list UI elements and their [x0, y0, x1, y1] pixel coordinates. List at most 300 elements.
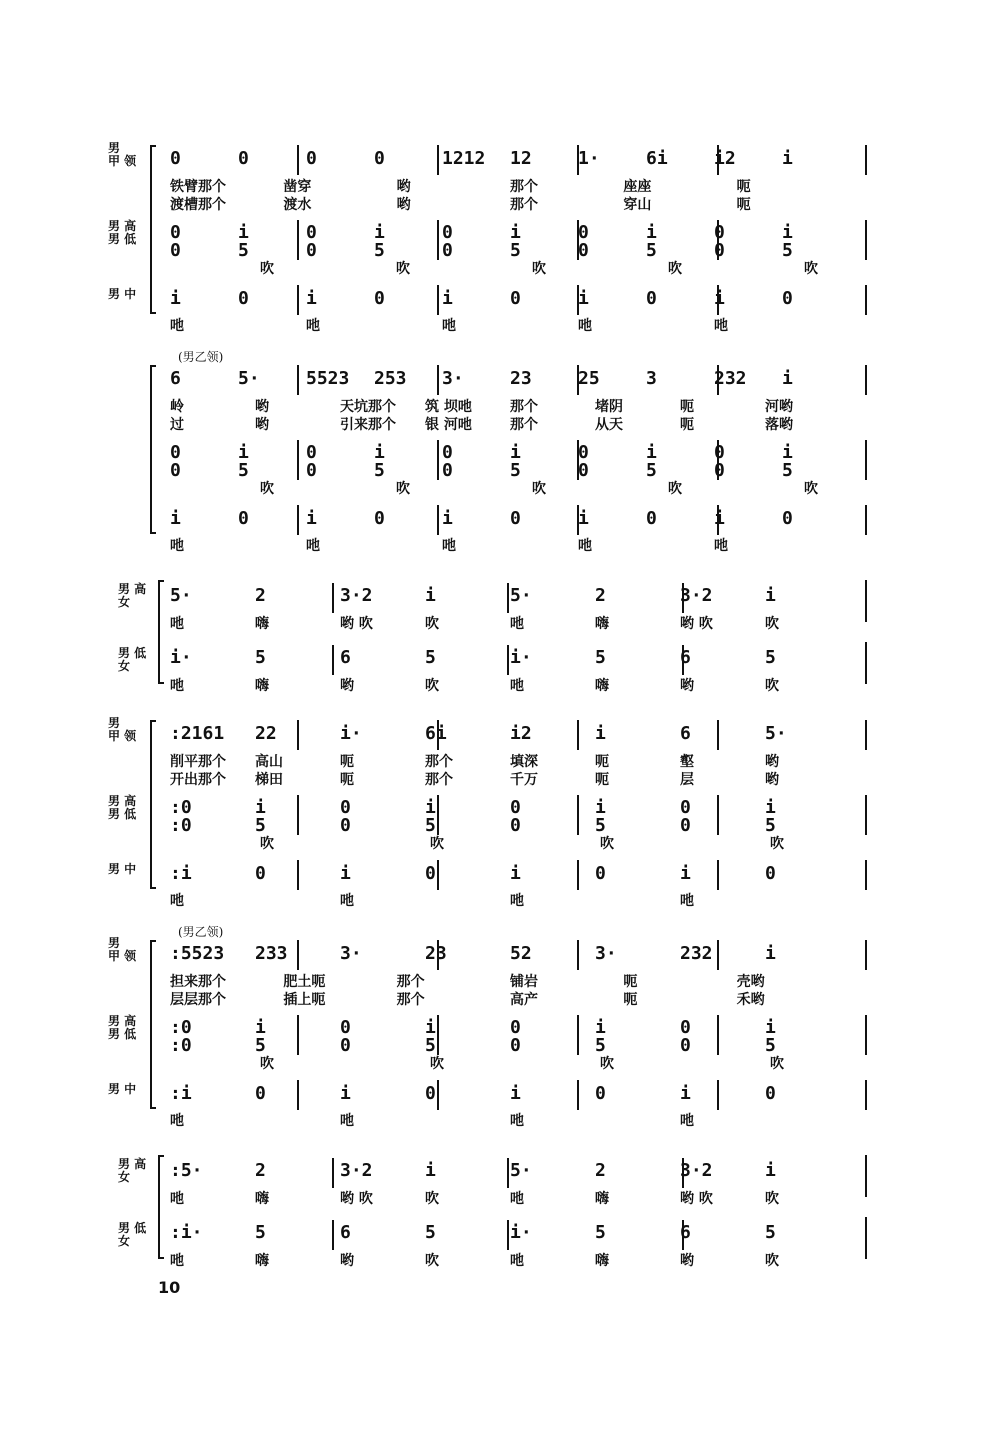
- note: 0: [578, 240, 589, 261]
- lyric: 哟: [255, 417, 269, 433]
- note: i: [595, 723, 606, 744]
- part-label-middle: 男 中: [108, 1082, 137, 1096]
- lyric: 吹: [668, 261, 682, 277]
- note: i: [510, 442, 521, 463]
- note: 5: [595, 647, 606, 668]
- lead-marker: (男乙领): [178, 350, 224, 364]
- note: 0: [510, 815, 521, 836]
- lyric: 筑 坝吔: [425, 399, 472, 415]
- note: i: [782, 442, 793, 463]
- barline: [577, 285, 579, 315]
- lyric: 呃: [736, 179, 751, 195]
- note: i: [782, 222, 793, 243]
- note: i: [425, 1160, 436, 1181]
- lyric: 那个: [510, 179, 538, 195]
- note: i: [765, 797, 776, 818]
- note: 0: [306, 148, 317, 169]
- staff-bracket: [150, 365, 156, 534]
- note: i: [765, 585, 776, 606]
- note: i: [255, 1017, 266, 1038]
- note: i: [306, 508, 317, 529]
- lyric: 吔: [680, 1113, 694, 1129]
- barline: [577, 795, 579, 835]
- lyric: 吔: [510, 1191, 524, 1207]
- right-barline: [865, 1155, 867, 1197]
- lyric: 吔: [578, 538, 592, 554]
- note: 5: [374, 240, 385, 261]
- note: 3·2: [680, 1160, 713, 1181]
- barline: [717, 440, 719, 480]
- lyric: 哟: [396, 179, 411, 195]
- barline: [437, 720, 439, 750]
- part-label-upper: 男 高 男 低: [108, 219, 137, 247]
- lyric: 渡槽那个: [170, 197, 226, 213]
- note: i: [765, 1160, 776, 1181]
- note: 5: [425, 647, 436, 668]
- note: 0: [238, 508, 249, 529]
- barline: [297, 505, 299, 535]
- barline: [437, 285, 439, 315]
- lyric: 吔: [510, 1113, 524, 1129]
- lyric: 吔: [170, 1113, 184, 1129]
- barline: [297, 940, 299, 970]
- note: 5·: [510, 1160, 532, 1181]
- note: i2: [714, 148, 736, 169]
- note: 0: [170, 148, 181, 169]
- note: 5: [425, 1035, 436, 1056]
- lyric: 哟: [765, 772, 779, 788]
- note: 0: [595, 863, 606, 884]
- note: 0: [578, 442, 589, 463]
- note: i: [425, 1017, 436, 1038]
- note: 0: [714, 460, 725, 481]
- lyric: 呃: [595, 772, 609, 788]
- note: i: [714, 508, 725, 529]
- right-barline: [865, 145, 867, 175]
- lyric: 哟: [765, 754, 779, 770]
- lyric: 吹: [765, 678, 779, 694]
- note: 3·2: [680, 585, 713, 606]
- right-barline: [865, 795, 867, 835]
- lyric: 层: [680, 772, 694, 788]
- lyric: 呃: [623, 992, 638, 1008]
- lyric: 吹: [532, 261, 546, 277]
- lyric: 岭: [170, 399, 184, 415]
- lyric: 吔: [170, 1191, 184, 1207]
- note: 3·2: [340, 585, 373, 606]
- lyric: 呃: [595, 754, 609, 770]
- right-barline: [865, 440, 867, 480]
- lyric: 千万: [510, 772, 538, 788]
- lyric: 禾哟: [736, 992, 765, 1008]
- lyric: 层层那个: [170, 992, 226, 1008]
- note: 1·: [578, 148, 600, 169]
- note: 0: [578, 460, 589, 481]
- note: 5: [238, 240, 249, 261]
- lyric: 那个: [510, 417, 538, 433]
- barline: [332, 1158, 334, 1188]
- lyric: 吹: [765, 616, 779, 632]
- right-barline: [865, 1015, 867, 1055]
- right-barline: [865, 860, 867, 890]
- note: 5: [255, 1222, 266, 1243]
- lyric: 呃: [736, 197, 751, 213]
- barline: [437, 795, 439, 835]
- note: 6: [340, 1222, 351, 1243]
- note: i: [510, 222, 521, 243]
- barline: [437, 505, 439, 535]
- note: :0: [170, 1017, 192, 1038]
- note: 5: [765, 647, 776, 668]
- barline: [297, 860, 299, 890]
- lyric: 梯田: [255, 772, 283, 788]
- lyric: 吔: [170, 538, 184, 554]
- lyric: 吔: [714, 538, 728, 554]
- note: 0: [680, 1035, 691, 1056]
- note: 0: [170, 222, 181, 243]
- note: 6: [340, 647, 351, 668]
- note: i: [578, 508, 589, 529]
- note: 0: [255, 1083, 266, 1104]
- note: i: [425, 797, 436, 818]
- lyric: 吹: [260, 481, 274, 497]
- lyric: 银 河吔: [425, 417, 472, 433]
- note: 5: [646, 240, 657, 261]
- barline: [717, 940, 719, 970]
- note: 0: [170, 240, 181, 261]
- lyric: 吔: [340, 1113, 354, 1129]
- lyric: 吹: [260, 261, 274, 277]
- barline: [717, 505, 719, 535]
- note: 5: [255, 647, 266, 668]
- right-barline: [865, 580, 867, 622]
- note: 0: [425, 863, 436, 884]
- barline: [437, 860, 439, 890]
- note: 0: [680, 797, 691, 818]
- part-label-upper: 男 高 男 低: [108, 794, 137, 822]
- lyric: 吔: [340, 893, 354, 909]
- note: i: [578, 288, 589, 309]
- note: 0: [170, 460, 181, 481]
- note: 0: [782, 288, 793, 309]
- note: 6: [680, 1222, 691, 1243]
- lyric: 座座: [623, 179, 652, 195]
- note: i: [680, 1083, 691, 1104]
- note: i: [340, 1083, 351, 1104]
- note: i: [510, 1083, 521, 1104]
- note: :5523: [170, 943, 225, 964]
- part-label-middle: 男 中: [108, 287, 137, 301]
- barline: [717, 285, 719, 315]
- barline: [507, 645, 509, 675]
- note: 0: [442, 222, 453, 243]
- barline: [332, 645, 334, 675]
- lyric: 削平那个: [170, 754, 226, 770]
- right-barline: [865, 1080, 867, 1110]
- note: :0: [170, 815, 192, 836]
- lyric: 吔: [680, 893, 694, 909]
- note: 5: [765, 815, 776, 836]
- note: 5: [510, 240, 521, 261]
- barline: [682, 1220, 684, 1250]
- note: 23: [510, 368, 532, 389]
- barline: [297, 145, 299, 175]
- lyric: 吹: [425, 678, 439, 694]
- note: 6: [680, 647, 691, 668]
- note: 0: [510, 508, 521, 529]
- lyric: 呃: [340, 772, 354, 788]
- note: 0: [374, 508, 385, 529]
- note: i: [714, 288, 725, 309]
- note: 5: [782, 460, 793, 481]
- lyric: 呃: [623, 974, 638, 990]
- note: 52: [510, 943, 532, 964]
- barline: [297, 1080, 299, 1110]
- barline: [577, 505, 579, 535]
- note: 0: [238, 148, 249, 169]
- barline: [297, 440, 299, 480]
- note: 0: [510, 1017, 521, 1038]
- lyric: 吹: [765, 1191, 779, 1207]
- note: 3·: [340, 943, 362, 964]
- lyric: 高山: [255, 754, 283, 770]
- lyric: 哟 吹: [680, 616, 713, 632]
- barline: [297, 1015, 299, 1055]
- lyric: 吹: [425, 616, 439, 632]
- lyric: 吔: [170, 1253, 184, 1269]
- barline: [717, 860, 719, 890]
- lyric: 吹: [425, 1253, 439, 1269]
- barline: [437, 440, 439, 480]
- note: 232: [714, 368, 747, 389]
- barline: [682, 583, 684, 613]
- note: :0: [170, 1035, 192, 1056]
- lyric: 吹: [668, 481, 682, 497]
- lyric: 吹: [804, 261, 818, 277]
- note: 0: [510, 797, 521, 818]
- lyric: 壑: [680, 754, 694, 770]
- right-barline: [865, 285, 867, 315]
- lyric: 吔: [442, 318, 456, 334]
- note: 0: [765, 863, 776, 884]
- lyric: 铁臂那个: [170, 179, 226, 195]
- lyric: 天坑那个: [340, 399, 396, 415]
- barline: [577, 940, 579, 970]
- note: i: [374, 222, 385, 243]
- lyric: 肥土呃: [283, 974, 326, 990]
- lead-marker: (男乙领): [178, 925, 224, 939]
- note: i: [238, 222, 249, 243]
- lyric: 凿穿: [283, 179, 312, 195]
- lyric: 高产: [510, 992, 538, 1008]
- note: 3·: [442, 368, 464, 389]
- barline: [437, 145, 439, 175]
- note: 3·2: [340, 1160, 373, 1181]
- barline: [577, 720, 579, 750]
- note: 0: [340, 1017, 351, 1038]
- note: 6: [680, 723, 691, 744]
- note: i: [374, 442, 385, 463]
- lyric: 吹: [260, 836, 274, 852]
- note: :i: [170, 1083, 192, 1104]
- lyric: 嗨: [595, 616, 609, 632]
- lyric: 嗨: [255, 678, 269, 694]
- note: 5: [510, 460, 521, 481]
- barline: [437, 1080, 439, 1110]
- lyric: 插上呃: [283, 992, 326, 1008]
- lyric: 吔: [510, 678, 524, 694]
- note: i: [765, 943, 776, 964]
- note: 0: [306, 222, 317, 243]
- barline: [717, 795, 719, 835]
- lyric: 吔: [442, 538, 456, 554]
- note: 5: [595, 1222, 606, 1243]
- barline: [717, 145, 719, 175]
- part-label-low: 男 低 女: [118, 646, 147, 674]
- note: 5: [255, 815, 266, 836]
- note: 0: [238, 288, 249, 309]
- part-label-high: 男 高 女: [118, 582, 147, 610]
- part-label-high: 男 高 女: [118, 1157, 147, 1185]
- barline: [437, 940, 439, 970]
- lyric: 吹: [430, 1056, 444, 1072]
- lyric: 落哟: [765, 417, 793, 433]
- note: 6i: [646, 148, 668, 169]
- part-label-lead: 男 甲 领: [108, 716, 137, 744]
- note: 0: [306, 442, 317, 463]
- note: 5: [425, 1222, 436, 1243]
- note: 253: [374, 368, 407, 389]
- lyric: 哟 吹: [680, 1191, 713, 1207]
- barline: [717, 220, 719, 260]
- right-barline: [865, 642, 867, 684]
- lyric: 吔: [170, 616, 184, 632]
- note: i·: [510, 647, 532, 668]
- lyric: 吹: [396, 261, 410, 277]
- barline: [717, 720, 719, 750]
- lyric: 吹: [260, 1056, 274, 1072]
- barline: [577, 1080, 579, 1110]
- note: 0: [680, 815, 691, 836]
- note: :5·: [170, 1160, 203, 1181]
- barline: [577, 1015, 579, 1055]
- barline: [577, 440, 579, 480]
- note: i·: [510, 1222, 532, 1243]
- right-barline: [865, 220, 867, 260]
- note: 0: [578, 222, 589, 243]
- barline: [297, 365, 299, 395]
- part-label-low: 男 低 女: [118, 1221, 147, 1249]
- note: 23: [425, 943, 447, 964]
- note: i: [442, 288, 453, 309]
- lyric: 铺岩: [510, 974, 538, 990]
- staff-bracket: [158, 1155, 164, 1259]
- note: 0: [442, 442, 453, 463]
- note: 2: [595, 585, 606, 606]
- note: 22: [255, 723, 277, 744]
- lyric: 开出那个: [170, 772, 226, 788]
- part-label-middle: 男 中: [108, 862, 137, 876]
- note: 0: [714, 240, 725, 261]
- lyric: 吹: [600, 1056, 614, 1072]
- lyric: 嗨: [595, 678, 609, 694]
- note: 0: [646, 288, 657, 309]
- note: 2: [255, 585, 266, 606]
- note: 0: [680, 1017, 691, 1038]
- barline: [577, 220, 579, 260]
- lyric: 吹: [600, 836, 614, 852]
- note: 5: [765, 1222, 776, 1243]
- note: 0: [340, 1035, 351, 1056]
- lyric: 那个: [425, 754, 453, 770]
- note: 233: [255, 943, 288, 964]
- note: 0: [442, 460, 453, 481]
- lyric: 嗨: [595, 1191, 609, 1207]
- lyric: 吔: [306, 538, 320, 554]
- note: i: [170, 288, 181, 309]
- note: 5·: [765, 723, 787, 744]
- note: :i: [170, 863, 192, 884]
- lyric: 吹: [804, 481, 818, 497]
- lyric: 嗨: [255, 616, 269, 632]
- note: i: [425, 585, 436, 606]
- part-label-lead: 男 甲 领: [108, 141, 137, 169]
- lyric: 吔: [170, 678, 184, 694]
- note: 3: [646, 368, 657, 389]
- note: i·: [170, 647, 192, 668]
- note: 0: [170, 442, 181, 463]
- barline: [297, 720, 299, 750]
- note: :0: [170, 797, 192, 818]
- note: :2161: [170, 723, 225, 744]
- staff-bracket: [150, 720, 156, 889]
- note: 0: [425, 1083, 436, 1104]
- note: 25: [578, 368, 600, 389]
- note: 0: [714, 222, 725, 243]
- note: 0: [374, 148, 385, 169]
- lyric: 嗨: [255, 1253, 269, 1269]
- note: 12: [510, 148, 532, 169]
- staff-bracket: [150, 940, 156, 1109]
- note: 5: [425, 815, 436, 836]
- note: 0: [595, 1083, 606, 1104]
- note: 0: [765, 1083, 776, 1104]
- lyric: 引来那个: [340, 417, 396, 433]
- barline: [577, 365, 579, 395]
- lyric: 呃: [680, 399, 694, 415]
- lyric: 吔: [306, 318, 320, 334]
- lyric: 穿山: [623, 197, 652, 213]
- note: 5: [255, 1035, 266, 1056]
- note: 6: [170, 368, 181, 389]
- barline: [332, 583, 334, 613]
- lyric: 哟 吹: [340, 616, 373, 632]
- lyric: 吔: [510, 616, 524, 632]
- barline: [682, 645, 684, 675]
- part-label-lead: 男 甲 领: [108, 936, 137, 964]
- note: i: [782, 148, 793, 169]
- barline: [682, 1158, 684, 1188]
- barline: [577, 145, 579, 175]
- lyric: 吹: [430, 836, 444, 852]
- note: 2: [255, 1160, 266, 1181]
- barline: [437, 1015, 439, 1055]
- right-barline: [865, 1217, 867, 1259]
- part-label-upper: 男 高 男 低: [108, 1014, 137, 1042]
- lyric: 哟: [396, 197, 411, 213]
- note: 5·: [510, 585, 532, 606]
- barline: [717, 1080, 719, 1110]
